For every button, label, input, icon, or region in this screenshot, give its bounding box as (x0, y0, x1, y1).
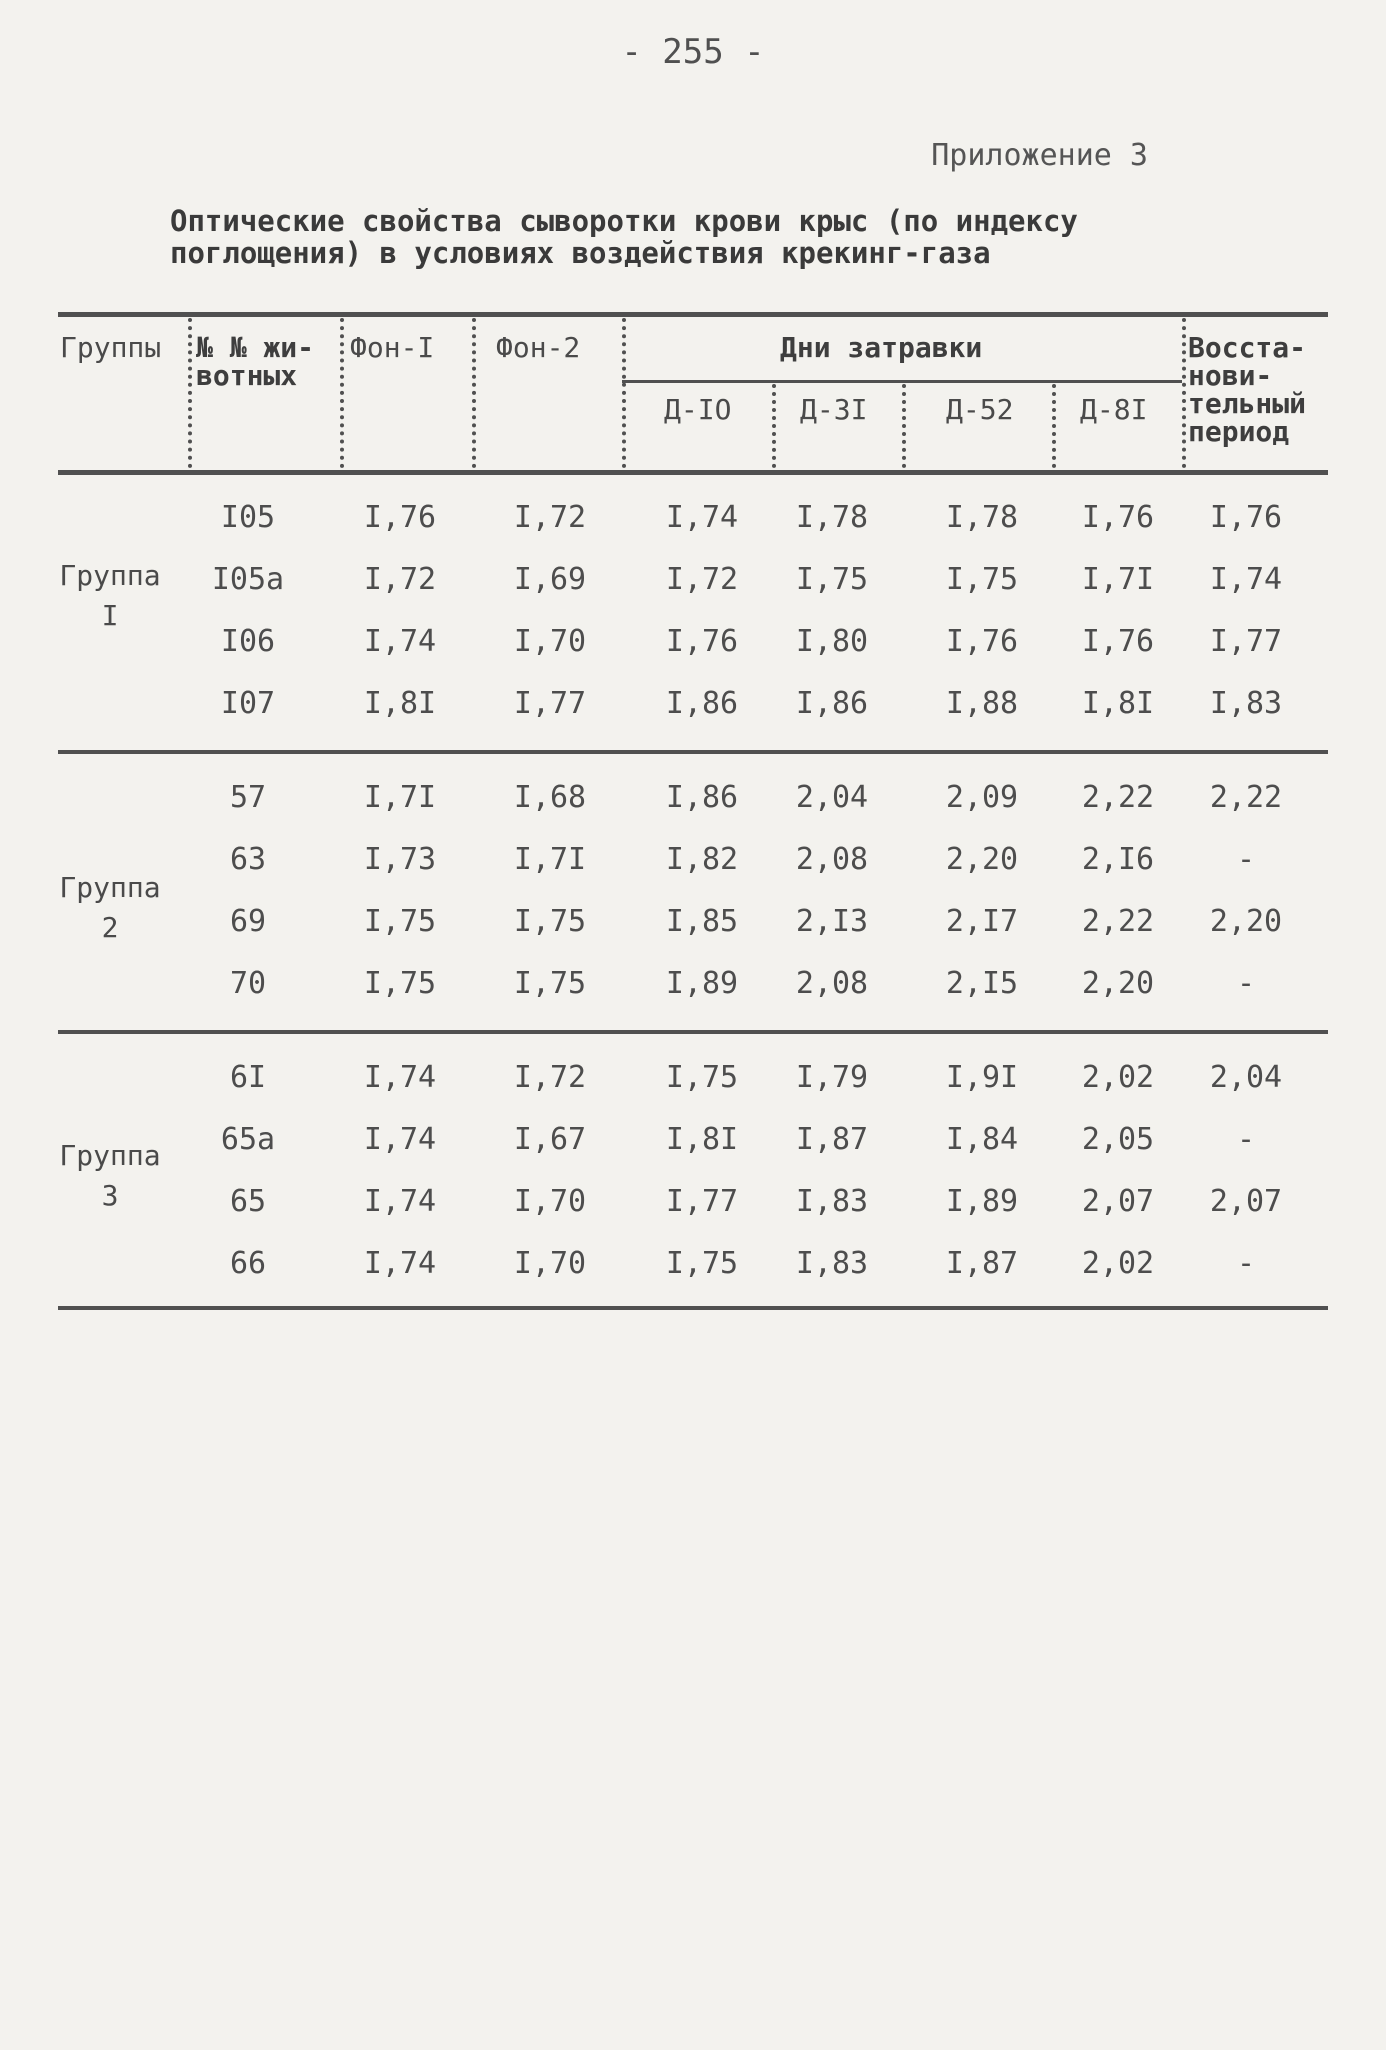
header-groups: Группы (60, 331, 162, 364)
value-cell-fon1: I,74 (363, 1060, 437, 1095)
value-cell-d10: I,82 (665, 842, 739, 877)
value-cell-d81: 2,02 (1081, 1246, 1155, 1281)
value-cell-d81: 2,05 (1081, 1122, 1155, 1157)
value-cell-d31: I,87 (795, 1122, 869, 1157)
value-cell-d10: I,77 (665, 1184, 739, 1219)
value-cell-d10: I,72 (665, 562, 739, 597)
title-line: Оптические свойства сыворотки крови крыс (по индексу (170, 204, 1078, 238)
value-cell-fon1: I,74 (363, 624, 437, 659)
value-cell-d52: I,89 (945, 1184, 1019, 1219)
header-fon1: Фон-I (350, 331, 435, 364)
value-cell-d52: I,87 (945, 1246, 1019, 1281)
value-cell-d10: I,76 (665, 624, 739, 659)
value-cell-d52: 2,09 (945, 780, 1019, 815)
value-cell-fon2: I,77 (513, 686, 587, 721)
value-cell-d31: 2,I3 (795, 904, 869, 939)
animal-id-cell: 65а (220, 1122, 276, 1157)
page-number: - 255 - (621, 32, 765, 72)
value-cell-d31: I,75 (795, 562, 869, 597)
value-cell-d81: I,76 (1081, 624, 1155, 659)
header-days: Дни затравки (780, 331, 983, 364)
value-cell-rec: 2,04 (1209, 1060, 1283, 1095)
value-cell-rec: - (1236, 1246, 1256, 1281)
header-animal-no: № № жи- (196, 331, 315, 364)
animal-id-cell: 70 (229, 966, 267, 1001)
value-cell-d31: I,83 (795, 1184, 869, 1219)
value-cell-rec: 2,07 (1209, 1184, 1283, 1219)
days-subheader-rule (622, 380, 1182, 383)
value-cell-rec: 2,22 (1209, 780, 1283, 815)
table-top-rule (58, 312, 1328, 317)
value-cell-fon2: I,72 (513, 1060, 587, 1095)
value-cell-fon1: I,7I (363, 780, 437, 815)
value-cell-d52: 2,I5 (945, 966, 1019, 1001)
value-cell-rec: I,76 (1209, 500, 1283, 535)
value-cell-fon2: I,70 (513, 1246, 587, 1281)
header-separator (772, 384, 776, 468)
header-separator (188, 318, 192, 468)
header-d52: Д-52 (946, 393, 1014, 426)
header-separator (1052, 384, 1056, 468)
header-separator (902, 384, 906, 468)
group-label-line: I (101, 599, 119, 632)
value-cell-fon2: I,68 (513, 780, 587, 815)
value-cell-d52: I,78 (945, 500, 1019, 535)
animal-id-cell: 57 (229, 780, 267, 815)
value-cell-fon1: I,76 (363, 500, 437, 535)
value-cell-fon2: I,72 (513, 500, 587, 535)
group-divider-rule (58, 1030, 1328, 1034)
group-label-line: Группа (59, 1139, 161, 1172)
header-separator (622, 318, 626, 468)
value-cell-fon1: I,74 (363, 1122, 437, 1157)
value-cell-d10: I,74 (665, 500, 739, 535)
header-separator (472, 318, 476, 468)
value-cell-d81: I,76 (1081, 500, 1155, 535)
header-d31: Д-3I (800, 393, 868, 426)
animal-id-cell: 69 (229, 904, 267, 939)
animal-id-cell: 65 (229, 1184, 267, 1219)
value-cell-d31: I,78 (795, 500, 869, 535)
value-cell-fon2: I,67 (513, 1122, 587, 1157)
value-cell-d31: 2,04 (795, 780, 869, 815)
value-cell-fon1: I,74 (363, 1246, 437, 1281)
animal-id-cell: I05 (220, 500, 276, 535)
value-cell-rec: - (1236, 966, 1256, 1001)
value-cell-fon2: I,7I (513, 842, 587, 877)
group-divider-rule (58, 750, 1328, 754)
group-label (30, 556, 190, 636)
value-cell-d31: I,79 (795, 1060, 869, 1095)
animal-id-cell: I07 (220, 686, 276, 721)
group-label-line: 3 (101, 1179, 119, 1212)
value-cell-fon1: I,75 (363, 904, 437, 939)
header-separator (340, 318, 344, 468)
value-cell-fon1: I,72 (363, 562, 437, 597)
value-cell-d52: I,84 (945, 1122, 1019, 1157)
group-label-line: Группа (59, 871, 161, 904)
value-cell-d10: I,75 (665, 1060, 739, 1095)
value-cell-fon1: I,75 (363, 966, 437, 1001)
value-cell-fon1: I,73 (363, 842, 437, 877)
value-cell-d81: 2,07 (1081, 1184, 1155, 1219)
appendix-label: Приложение 3 (931, 138, 1148, 173)
value-cell-fon2: I,75 (513, 904, 587, 939)
value-cell-d31: 2,08 (795, 842, 869, 877)
value-cell-d52: 2,20 (945, 842, 1019, 877)
value-cell-fon2: I,70 (513, 1184, 587, 1219)
value-cell-fon1: I,8I (363, 686, 437, 721)
header-d81: Д-8I (1080, 393, 1148, 426)
value-cell-rec: I,77 (1209, 624, 1283, 659)
table-title (170, 205, 1180, 269)
header-fon2: Фон-2 (496, 331, 581, 364)
value-cell-d81: 2,22 (1081, 780, 1155, 815)
value-cell-d81: I,8I (1081, 686, 1155, 721)
value-cell-fon2: I,70 (513, 624, 587, 659)
animal-id-cell: 63 (229, 842, 267, 877)
header-recovery: нови- (1188, 359, 1273, 392)
value-cell-rec: - (1236, 842, 1256, 877)
value-cell-rec: - (1236, 1122, 1256, 1157)
group-label-line: Группа (59, 559, 161, 592)
value-cell-d81: I,7I (1081, 562, 1155, 597)
value-cell-d81: 2,02 (1081, 1060, 1155, 1095)
value-cell-d10: I,86 (665, 780, 739, 815)
table-bottom-rule (58, 1306, 1328, 1310)
value-cell-rec: I,74 (1209, 562, 1283, 597)
value-cell-d10: I,75 (665, 1246, 739, 1281)
header-bottom-rule (58, 470, 1328, 475)
group-label (30, 1136, 190, 1216)
header-d10: Д-IO (664, 393, 732, 426)
animal-id-cell: 6I (229, 1060, 267, 1095)
value-cell-d31: I,86 (795, 686, 869, 721)
value-cell-d31: 2,08 (795, 966, 869, 1001)
value-cell-d10: I,8I (665, 1122, 739, 1157)
animal-id-cell: 66 (229, 1246, 267, 1281)
value-cell-d10: I,89 (665, 966, 739, 1001)
value-cell-d52: I,9I (945, 1060, 1019, 1095)
value-cell-d31: I,83 (795, 1246, 869, 1281)
value-cell-d81: 2,20 (1081, 966, 1155, 1001)
value-cell-d81: 2,I6 (1081, 842, 1155, 877)
value-cell-fon1: I,74 (363, 1184, 437, 1219)
group-label-line: 2 (101, 911, 119, 944)
title-line: поглощения) в условиях воздействия крекинг-газа (170, 236, 991, 270)
value-cell-fon2: I,75 (513, 966, 587, 1001)
group-label (30, 868, 190, 948)
header-separator (1182, 318, 1186, 468)
value-cell-d52: I,75 (945, 562, 1019, 597)
value-cell-d52: I,76 (945, 624, 1019, 659)
value-cell-d31: I,80 (795, 624, 869, 659)
value-cell-rec: I,83 (1209, 686, 1283, 721)
value-cell-d81: 2,22 (1081, 904, 1155, 939)
value-cell-d10: I,85 (665, 904, 739, 939)
header-recovery: период (1188, 415, 1290, 448)
animal-id-cell: I06 (220, 624, 276, 659)
header-animal-no: вотных (196, 359, 298, 392)
animal-id-cell: I05а (211, 562, 285, 597)
header-recovery: Восста- (1188, 331, 1307, 364)
value-cell-d52: I,88 (945, 686, 1019, 721)
value-cell-d10: I,86 (665, 686, 739, 721)
header-recovery: тельный (1188, 387, 1307, 420)
value-cell-rec: 2,20 (1209, 904, 1283, 939)
value-cell-d52: 2,I7 (945, 904, 1019, 939)
value-cell-fon2: I,69 (513, 562, 587, 597)
